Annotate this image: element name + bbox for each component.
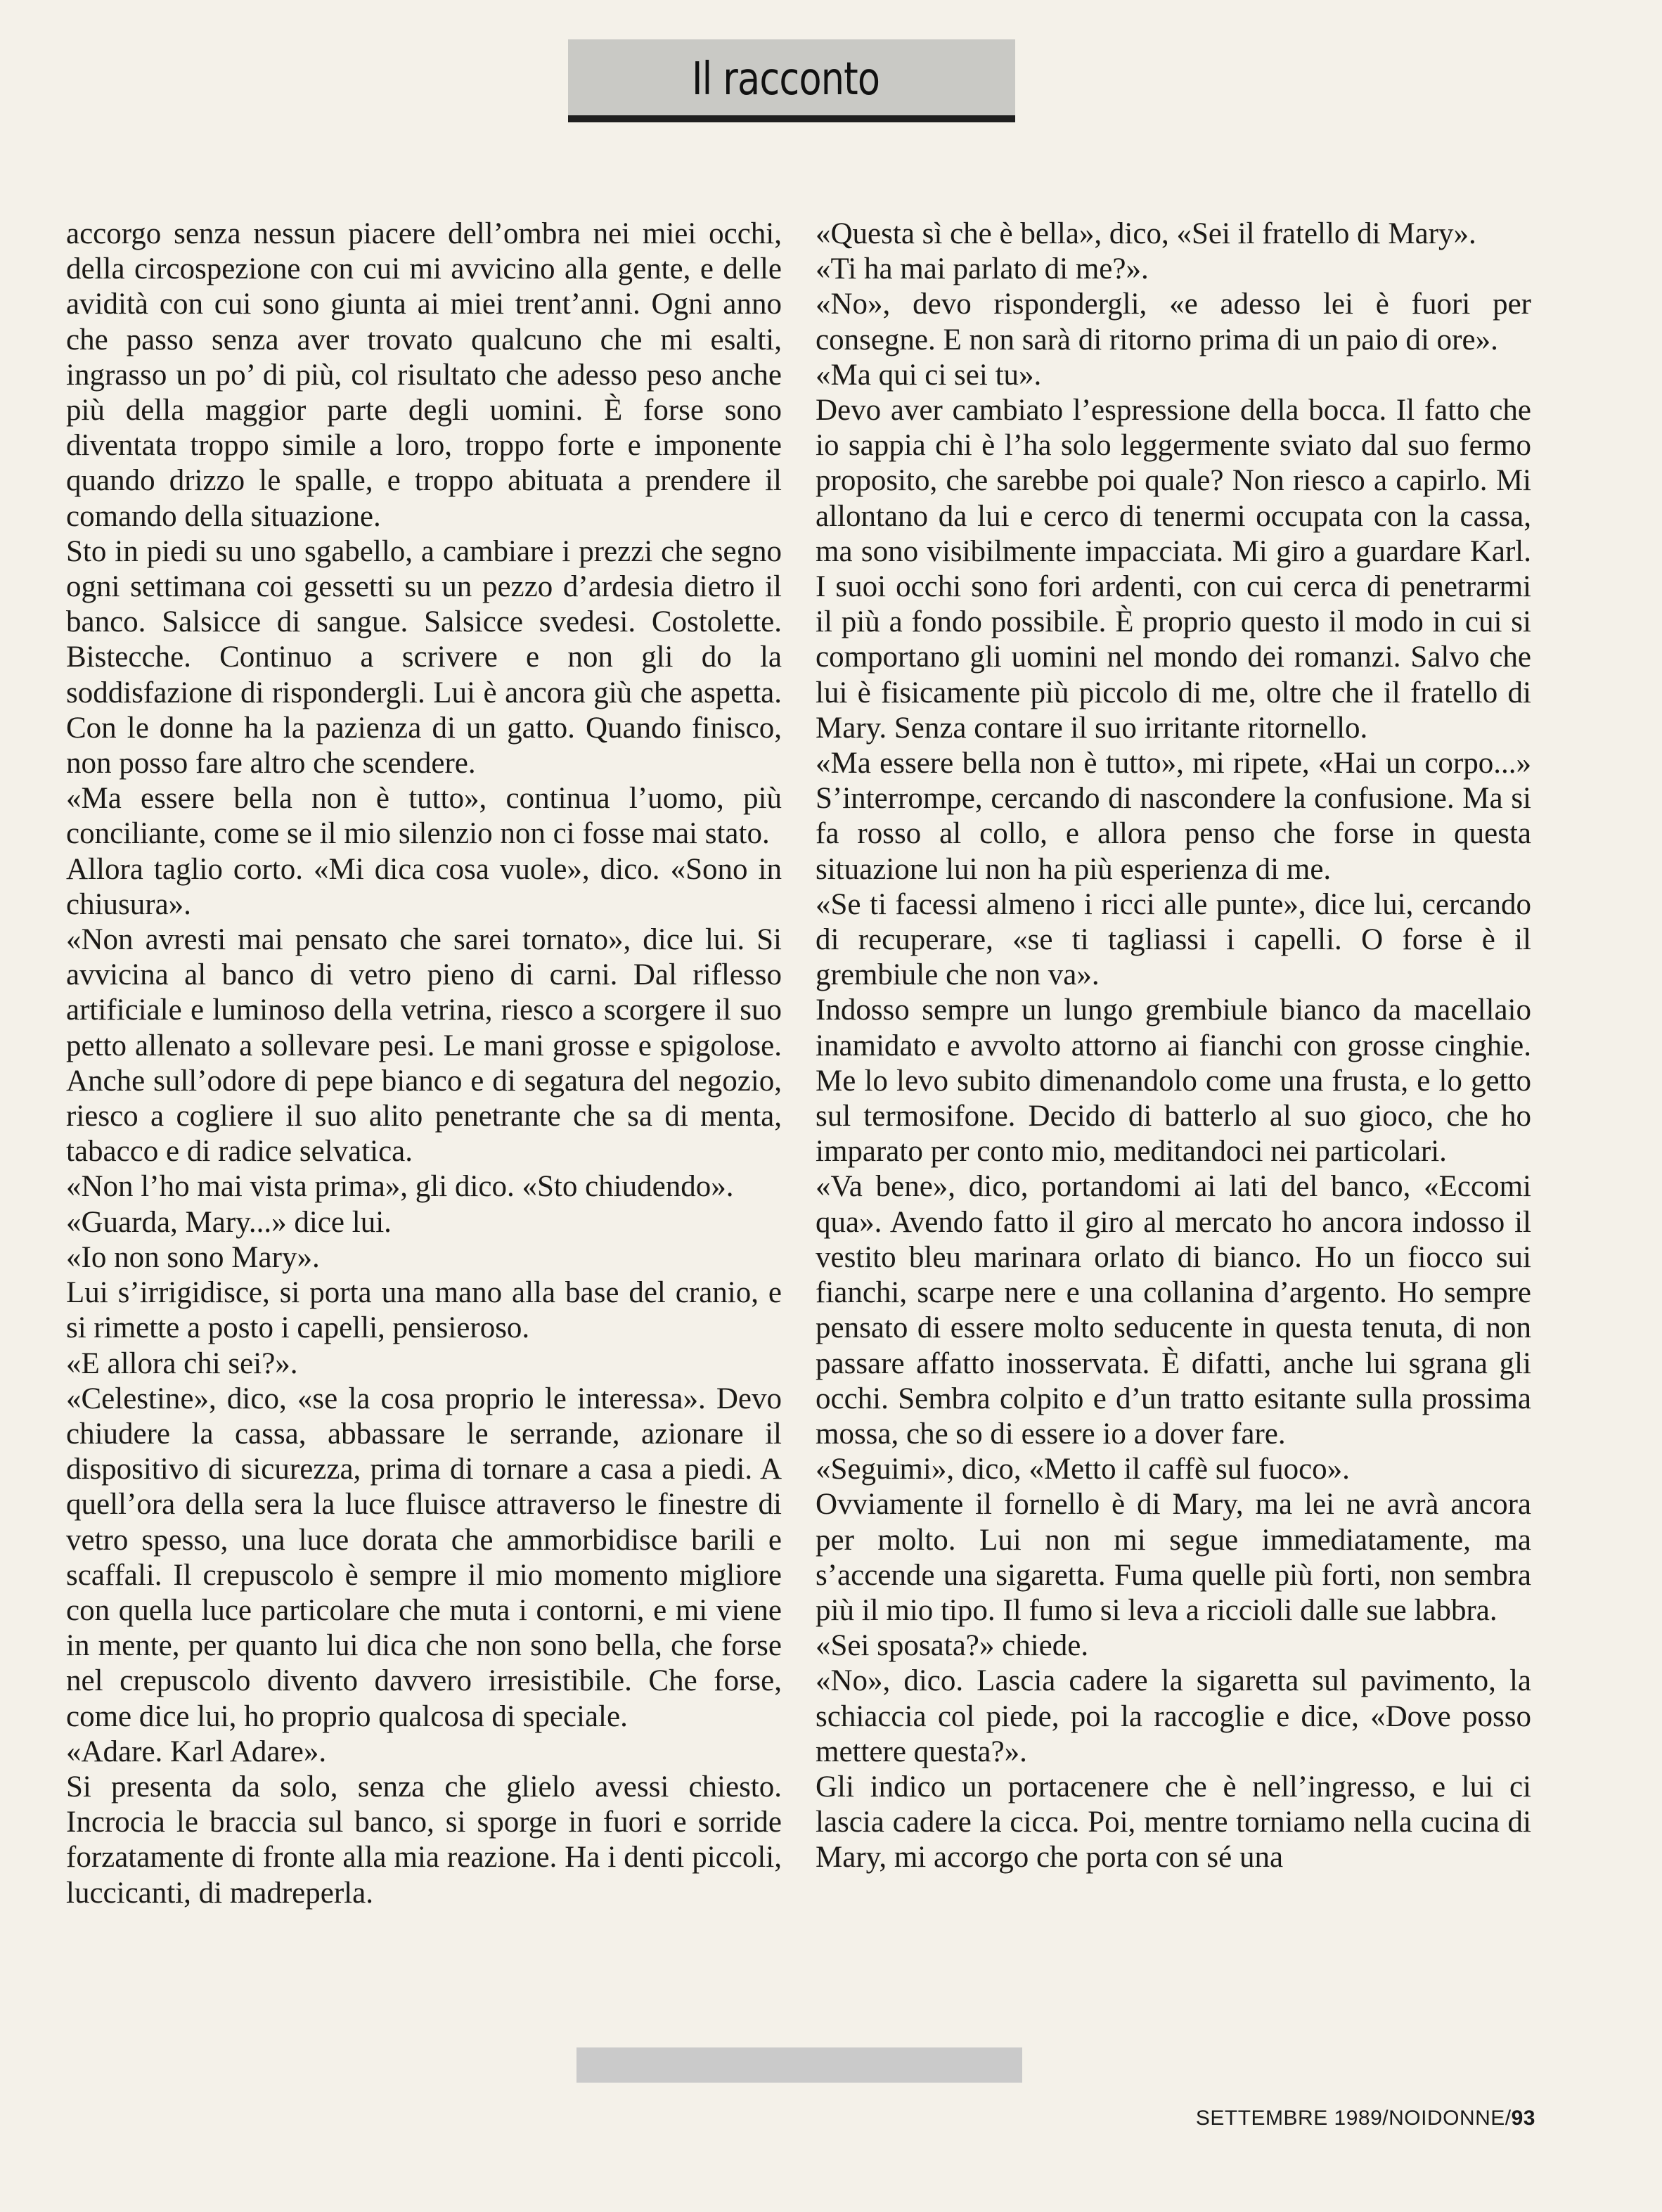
paragraph: «No», dico. Lascia cadere la sigaretta sul pavimento, la schiaccia col piede, poi la raccoglie e dice, «Dove posso mettere questa?». bbox=[816, 1664, 1531, 1768]
paragraph: «Seguimi», dico, «Metto il caffè sul fuoco». bbox=[816, 1453, 1350, 1486]
paragraph: «E allora chi sei?». bbox=[66, 1346, 298, 1380]
paragraph: Allora taglio corto. «Mi dica cosa vuole», dico. «Sono in chiusura». bbox=[66, 852, 782, 921]
paragraph: «Ma essere bella non è tutto», continua l’uomo, più conciliante, come se il mio silenzio non ci fosse mai stato. bbox=[66, 782, 782, 851]
paragraph: accorgo senza nessun piacere dell’ombra nei miei occhi, della circospezione con cui mi avvicino alla gente, e delle avidità con cui sono giunta ai miei trent’anni. Ogni anno che passo senza aver trovato qualcuno che mi esalti, ingrasso un po’ di più, col risultato che adesso peso anche più della maggior parte degli uomini. È forse sono diventata troppo simile a loro, troppo forte e imponente quando drizzo le spalle, e troppo abituata a prendere il comando della situazione. bbox=[66, 217, 782, 533]
paragraph: «Ti ha mai parlato di me?». bbox=[816, 252, 1149, 286]
paragraph: Si presenta da solo, senza che glielo avessi chiesto. Incrocia le braccia sul banco, si sporge in fuori e sorride forzatamente di fronte alla mia reazione. Ha i denti piccoli, luccicanti, di madreperla. bbox=[66, 1770, 782, 1910]
paragraph: «Ma qui ci sei tu». bbox=[816, 358, 1042, 392]
paragraph: «Sei sposata?» chiede. bbox=[816, 1629, 1089, 1663]
paragraph: «Non avresti mai pensato che sarei tornato», dice lui. Si avvicina al banco di vetro pieno di carni. Dal riflesso artificiale e luminoso della vetrina, riesco a scorgere il suo petto allenato a sollevare pesi. Le mani grosse e spigolose. Anche sull’odore di pepe bianco e di segatura del negozio, riesco a cogliere il suo alito penetrante che sa di menta, tabacco e di radice selvatica. bbox=[66, 923, 782, 1169]
paragraph: «Celestine», dico, «se la cosa proprio le interessa». Devo chiudere la cassa, abbassare le serrande, azionare il dispositivo di sicurezza, prima di tornare a casa a piedi. A quell’ora della sera la luce fluisce attraverso le finestre di vetro spesso, una luce dorata che ammorbidisce barili e scaffali. Il crepuscolo è sempre il mio momento migliore con quella luce particolare che muta i contorni, e mi viene in mente, per quanto lui dica che non sono bella, che forse nel crepuscolo divento davvero irresistibile. Che forse, come dice lui, ho proprio qualcosa di speciale. bbox=[66, 1382, 782, 1733]
paragraph: Indosso sempre un lungo grembiule bianco da macellaio inamidato e avvolto attorno ai fianchi con grosse cinghie. Me lo levo subito dimenandolo come una frusta, e lo getto sul termosifone. Decido di batterlo al suo gioco, che ho imparato per conto mio, meditandoci nei particolari. bbox=[816, 994, 1531, 1169]
paragraph: Devo aver cambiato l’espressione della bocca. Il fatto che io sappia chi è l’ha solo leggermente sviato dal suo fermo proposito, che sarebbe poi quale? Non riesco a capirlo. Mi allontano da lui e cerco di tenermi occupata con la cassa, ma sono visibilmente impacciata. Mi giro a guardare Karl. I suoi occhi sono fori ardenti, con cui cerca di penetrarmi il più a fondo possibile. È proprio questo il modo in cui si comportano gli uomini nel mondo dei romanzi. Salvo che lui è fisicamente più piccolo di me, oltre che il fratello di Mary. Senza contare il suo irritante ritornello. bbox=[816, 394, 1531, 745]
paragraph: Gli indico un portacenere che è nell’ingresso, e lui ci lascia cadere la cicca. Poi, mentre torniamo nella cucina di Mary, mi accorgo che porta con sé una bbox=[816, 1770, 1531, 1875]
paragraph: «Guarda, Mary...» dice lui. bbox=[66, 1205, 392, 1239]
page-footer bbox=[1196, 2107, 1535, 2130]
paragraph: «No», devo rispondergli, «e adesso lei è fuori per consegne. E non sarà di ritorno prima di un paio di ore». bbox=[816, 288, 1531, 356]
paragraph: «Io non sono Mary». bbox=[66, 1240, 320, 1274]
paragraph: «Va bene», dico, portandomi ai lati del banco, «Eccomi qua». Avendo fatto il giro al mercato ho ancora indosso il vestito bleu marinara orlato di bianco. Ho un fiocco sui fianchi, scarpe nere e una collanina d’argento. Ho sempre pensato di essere molto seducente in questa tenuta, di non passare affatto inosservata. È difatti, anche lui sgrana gli occhi. Sembra colpito e d’un tratto esitante sulla prossima mossa, che so di essere io a dover fare. bbox=[816, 1170, 1531, 1451]
paragraph: Sto in piedi su uno sgabello, a cambiare i prezzi che segno ogni settimana coi gessetti su un pezzo d’ardesia dietro il banco. Salsicce di sangue. Salsicce svedesi. Costolette. Bistecche. Continuo a scrivere e non gli do la soddisfazione di rispondergli. Lui è ancora giù che aspetta. Con le donne ha la pazienza di un gatto. Quando finisco, non posso fare altro che scendere. bbox=[66, 534, 782, 780]
article-column-right bbox=[816, 217, 1531, 1876]
section-header bbox=[568, 39, 1015, 122]
footer-issue: SETTEMBRE 1989/NOIDONNE/ bbox=[1195, 2107, 1512, 2130]
decorative-bar bbox=[576, 2047, 1022, 2083]
paragraph: «Se ti facessi almeno i ricci alle punte», dice lui, cercando di recuperare, «se ti tagliassi i capelli. O forse è il grembiule che non va». bbox=[816, 887, 1531, 992]
section-title: Il racconto bbox=[692, 53, 880, 105]
paragraph: «Ma essere bella non è tutto», mi ripete, «Hai un corpo...» S’interrompe, cercando di nascondere la confusione. Ma si fa rosso al collo, e allora penso che forse in questa situazione lui non ha più esperienza di me. bbox=[816, 747, 1531, 886]
paragraph: Ovviamente il fornello è di Mary, ma lei ne avrà ancora per molto. Lui non mi segue immediatamente, ma s’accende una sigaretta. Fuma quelle più forti, non sembra più il mio tipo. Il fumo si leva a riccioli dalle sue labbra. bbox=[816, 1488, 1531, 1627]
article-column-left bbox=[66, 217, 782, 1911]
paragraph: «Questa sì che è bella», dico, «Sei il fratello di Mary». bbox=[816, 217, 1476, 250]
paragraph: «Adare. Karl Adare». bbox=[66, 1735, 327, 1768]
page-number: 93 bbox=[1511, 2107, 1535, 2130]
paragraph: «Non l’ho mai vista prima», gli dico. «Sto chiudendo». bbox=[66, 1170, 734, 1204]
paragraph: Lui s’irrigidisce, si porta una mano alla base del cranio, e si rimette a posto i capelli, pensieroso. bbox=[66, 1276, 782, 1345]
